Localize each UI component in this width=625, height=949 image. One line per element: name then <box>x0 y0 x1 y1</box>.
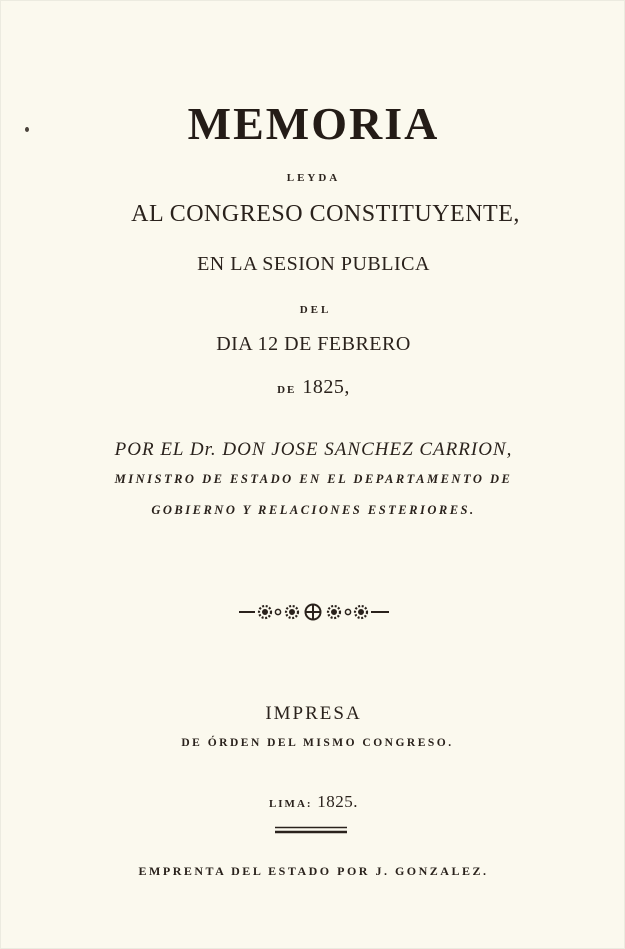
year-value: 1825, <box>302 376 350 398</box>
lima-year: 1825. <box>317 792 359 811</box>
date-line: DIA 12 DE FEBRERO <box>216 333 411 355</box>
imprenta-line: EMPRENTA DEL ESTADO POR J. GONZALEZ. <box>138 864 489 878</box>
year-line <box>1 376 625 399</box>
ministro-line: MINISTRO DE ESTADO EN EL DEPARTAMENTO DE <box>114 472 513 486</box>
double-rule-divider <box>275 826 347 834</box>
del-line: DEL <box>299 304 332 316</box>
gobierno-line: GOBIERNO Y RELACIONES ESTERIORES. <box>151 503 476 517</box>
de-word: DE <box>277 384 297 396</box>
congreso-line: AL CONGRESO CONSTITUYENTE, <box>131 201 520 227</box>
lima-label: LIMA: <box>268 798 313 810</box>
orden-line: DE ÓRDEN DEL MISMO CONGRESO. <box>181 737 454 749</box>
leyda-line: LEYDA <box>286 172 341 184</box>
sesion-line: EN LA SESION PUBLICA <box>197 253 430 275</box>
page-title: MEMORIA <box>187 98 440 149</box>
author-line: POR EL Dr. DON JOSE SANCHEZ CARRION, <box>114 439 513 460</box>
impresa-line: IMPRESA <box>265 703 362 724</box>
lima-line <box>1 792 625 812</box>
ornament-divider-icon <box>1 601 625 623</box>
